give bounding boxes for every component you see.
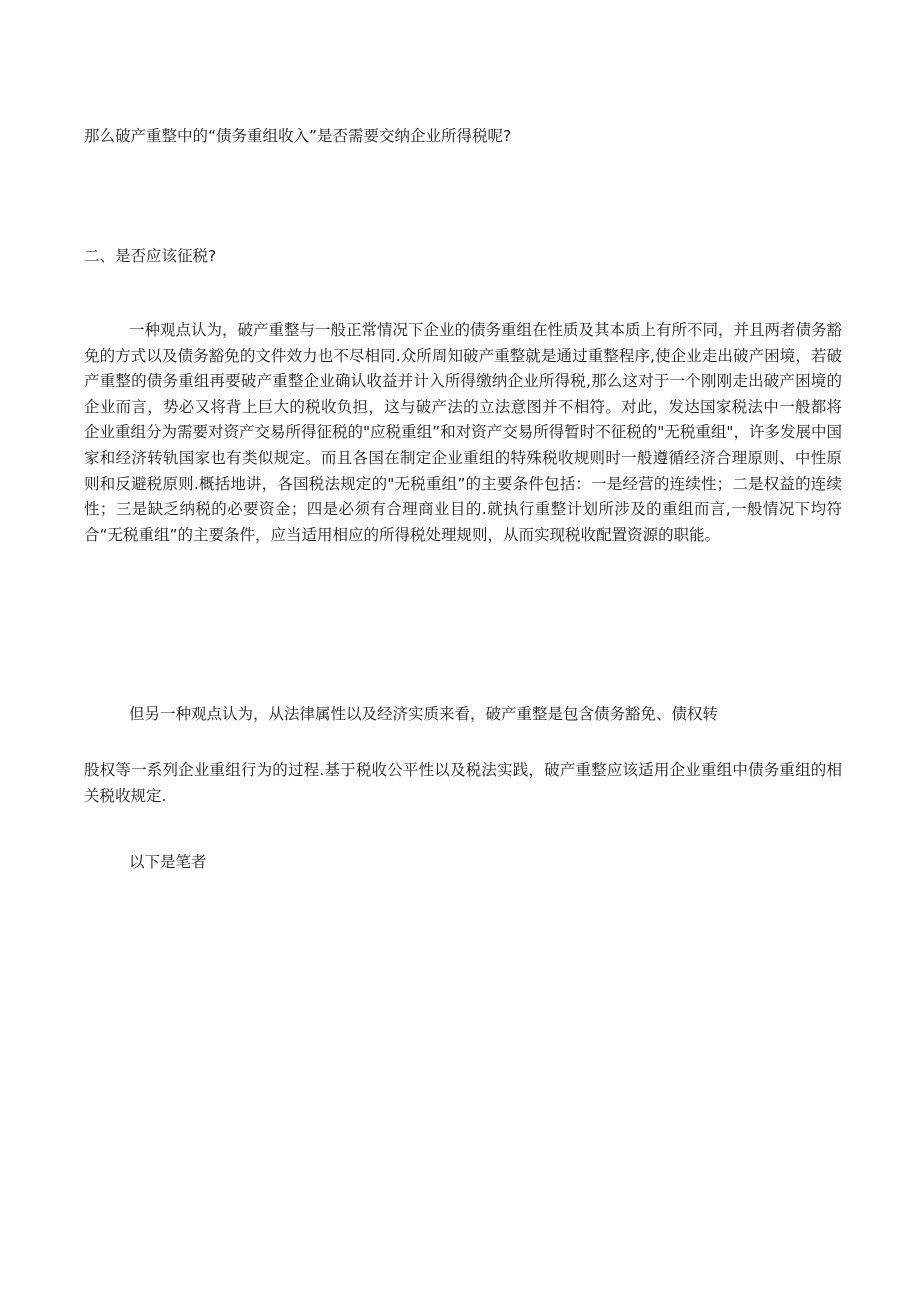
paragraph-view-one: 一种观点认为，破产重整与一般正常情况下企业的债务重组在性质及其本质上有所不同，并且两者债务豁免的方式以及债务豁免的文件效力也不尽相同.众所周知破产重整就是通过重整程序,使企业走出破产困境，若破产重整的债务重组再要破产重整企业确认收益并计入所得缴纳企业所得税,那么这对于一个刚刚走出破产困境的企业而言，势必又将背上巨大的税收负担，这与破产法的立法意图并不相符。对此，发达国家税法中一般都将企业重组分为需要对资产交易所得征税的"应税重组”和对资产交易所得暂时不征税的"无税重组"，许多发展中国家和经济转轨国家也有类似规定。而且各国在制定企业重组的特殊税收规则时一般遵循经济合理原则、中性原则和反避税原则.概括地讲，各国税法规定的"无税重组”的主要条件包括：一是经营的连续性；二是权益的连续性；三是缺乏纳税的必要资金；四是必须有合理商业目的.就执行重整计划所涉及的重组而言,一般情况下均符合“无税重组”的主要条件，应当适用相应的所得税处理规则，从而实现税收配置资源的职能。 — [84, 321, 842, 544]
paragraph-view-two-continuation: 股权等一系列企业重组行为的过程.基于税收公平性以及税法实践，破产重整应该适用企业重组中债务重组的相关税收规定. — [84, 761, 842, 805]
section-heading: 二、是否应该征税? — [84, 247, 217, 265]
question-line: 那么破产重整中的“债务重组收入”是否需要交纳企业所得税呢? — [84, 127, 512, 145]
paragraph-author-intro: 以下是笔者 — [128, 853, 207, 871]
paragraph-view-two-first-line: 但另一种观点认为，从法律属性以及经济实质来看，破产重整是包含债务豁免、债权转 — [128, 705, 718, 723]
